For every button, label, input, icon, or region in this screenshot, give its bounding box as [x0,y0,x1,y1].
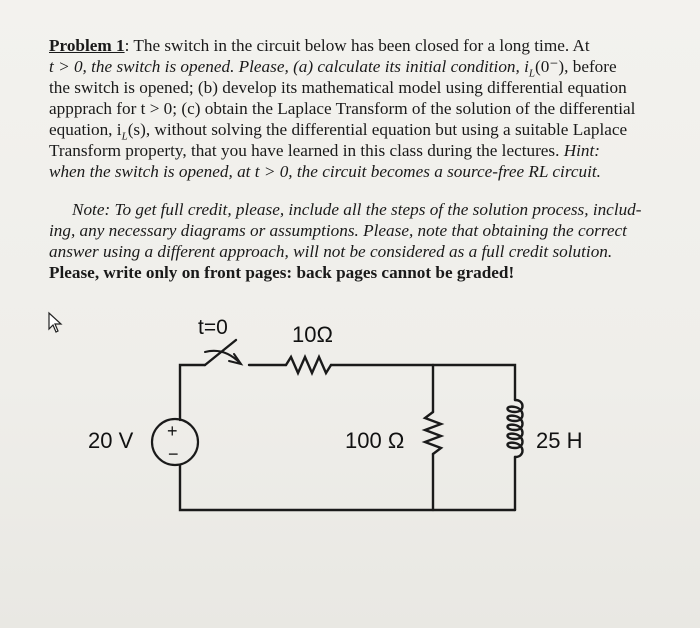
problem-line-5: equation, $i_L(s)$, without solving the differential equation but using a suitable Laplace [49,120,628,143]
shunt-resistor-label: 100 Ω [345,428,405,453]
note-bold-line: Please, write only on front pages: back pages cannot be graded! [49,263,515,282]
problem-title: Problem 1 [49,36,125,55]
note-line-3: answer using a different approach, will not be considered as a full credit solution. [49,242,613,261]
note-line-2: ing, any necessary diagrams or assumptions. Please, note that obtaining the correct [49,221,627,240]
source-minus-sign: − [168,444,179,464]
problem-line-7: when the switch is opened, at t > 0, the circuit becomes a source-free RL circuit. [49,162,601,181]
hint-label: Hint: [563,141,600,160]
inductor-symbol [508,400,523,457]
problem-line-3: the switch is opened; (b) develop its mathematical model using differential equation [49,78,627,97]
problem-line-2: t > 0, the switch is opened. Please, (a) calculate its initial condition, $i_L(0^-)$, before [49,57,617,80]
problem-line-1: Problem 1: The switch in the circuit below has been closed for a long time. At [49,36,590,55]
problem-line-6: Transform property, that you have learned in this class during the lectures. Hint: [49,141,600,160]
shunt-resistor-symbol [425,412,441,454]
source-voltage-label: 20 V [88,428,134,453]
note-line-1: Note: To get full credit, please, include all the steps of the solution process, includ- [72,200,642,219]
inductor-label: 25 H [536,428,583,453]
problem-line-4: appprach for t > 0; (c) obtain the Laplace Transform of the solution of the differential [49,99,636,118]
series-resistor-symbol [286,357,331,373]
source-plus-sign: + [167,421,178,441]
cursor-icon [49,313,61,332]
series-resistor-label: 10Ω [292,322,333,347]
switch-label: t=0 [198,316,228,339]
circuit-wires [180,340,523,510]
